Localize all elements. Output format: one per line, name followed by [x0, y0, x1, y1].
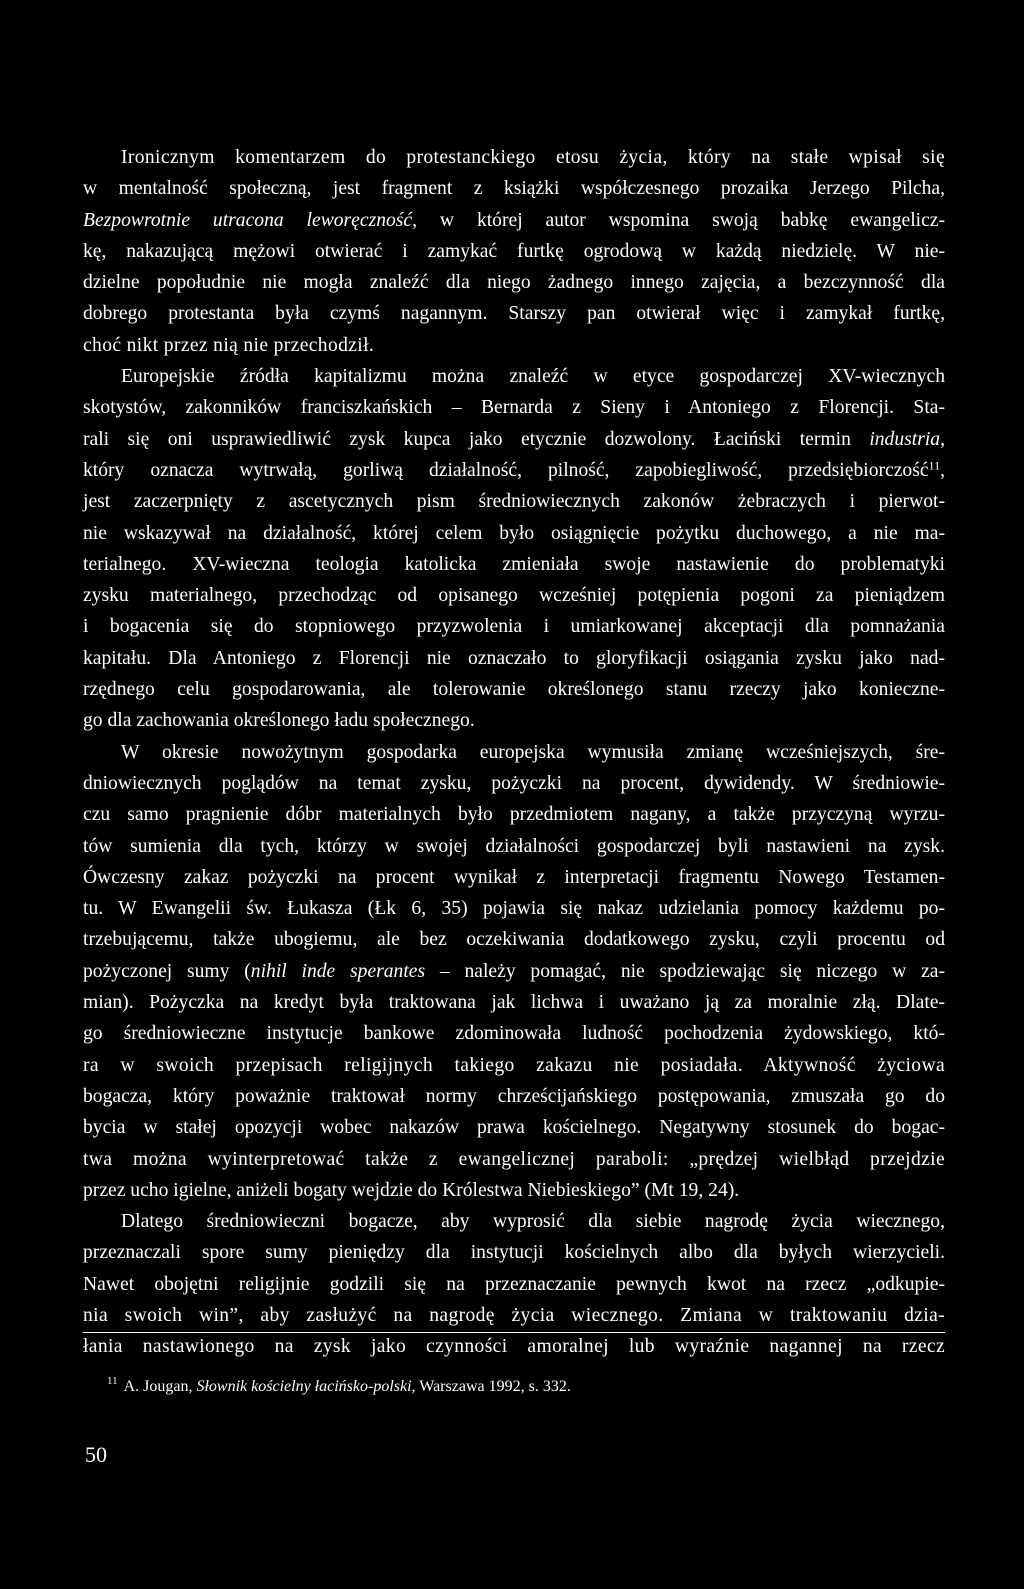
text-line — [83, 1112, 945, 1143]
text-span: go dla zachowania określonego ładu społecznego. — [83, 710, 475, 732]
text-line — [83, 987, 945, 1018]
text-line — [83, 518, 945, 549]
text-line — [83, 674, 945, 705]
text-line — [83, 643, 945, 674]
text-line — [83, 549, 945, 580]
book-title: Bezpowrotnie utracona leworęczność — [83, 209, 413, 231]
text-span: , — [940, 459, 945, 481]
text-span: przez ucho igielne, aniżeli bogaty wejdzie do Królestwa Niebieskiego” (Mt 19, 24). — [83, 1179, 740, 1201]
text-line — [83, 705, 945, 736]
text-span: skotystów, zakonników franciszkańskich – Bernarda z Sieny i Antoniego z Florencji. Sta- — [83, 397, 945, 419]
text-span: Ówczesny zakaz pożyczki na procent wynikał z interpretacji fragmentu Nowego Testamen- — [83, 866, 945, 888]
text-span: rzędnego celu gospodarowania, ale tolerowanie określonego stanu rzeczy jako konieczne- — [83, 679, 945, 701]
text-line — [83, 298, 945, 329]
text-span: tów sumienia dla tych, którzy w swojej działalności gospodarczej byli nastawieni na zysk. — [83, 835, 945, 857]
text-span: Ironicznym komentarzem do protestanckiego etosu życia, który na stałe wpisał się — [121, 147, 945, 168]
text-line — [83, 924, 945, 955]
text-line — [83, 1081, 945, 1112]
text-span: w mentalność społeczną, jest fragment z książki współczesnego prozaika Jerzego Pilcha, — [83, 178, 945, 200]
text-line — [83, 267, 945, 298]
text-line — [83, 1050, 945, 1081]
text-line — [83, 1206, 945, 1237]
text-line — [83, 956, 945, 987]
text-span: jest zaczerpnięty z ascetycznych pism średniowiecznych zakonów żebraczych i pierwot- — [83, 491, 945, 513]
text-span: twa można wyinterpretować także z ewangelicznej paraboli: „prędzej wielbłąd przejdzie — [83, 1148, 945, 1170]
text-span: nie wskazywał na działalność, której celem było osiągnięcie pożytku duchowego, a nie ma- — [83, 522, 945, 544]
text-span: trzebującemu, także ubogiemu, ale bez oczekiwania dodatkowego zysku, czyli procentu od — [83, 929, 945, 951]
text-span: Dlatego średniowieczni bogacze, aby wyprosić dla siebie nagrodę życia wiecznego, — [121, 1211, 945, 1233]
text-line — [83, 1237, 945, 1268]
footnote-number: 11 — [107, 1375, 118, 1388]
text-span: mian). Pożyczka na kredyt była traktowana jak lichwa i uważano ją za moralnie złą. Dlate- — [83, 992, 945, 1014]
text-span: który oznacza wytrwałą, gorliwą działalność, pilność, zapobiegliwość, przedsiębiorczość — [83, 459, 929, 481]
text-line — [83, 893, 945, 924]
text-line — [83, 831, 945, 862]
text-span: rali się oni usprawiedliwić zysk kupca jako etycznie dozwolony. Łaciński termin — [83, 428, 870, 450]
text-span: , w której autor wspomina swoją babkę ewangelicz- — [412, 209, 946, 231]
text-span: przeznaczali spore sumy pieniędzy dla instytucji kościelnych albo dla byłych wierzycieli. — [83, 1242, 945, 1264]
latin-phrase: nihil inde sperantes — [250, 960, 426, 982]
text-span: i bogacenia się do stopniowego przyzwolenia i umiarkowanej akceptacji dla pomnażania — [83, 616, 945, 638]
text-span: kę, nakazującą mężowi otwierać i zamykać furtkę ogrodową w każdą niedzielę. W nie- — [83, 240, 945, 262]
text-line — [83, 424, 945, 455]
text-span: bogacza, który poważnie traktował normy chrześcijańskiego postępowania, zmuszała go do — [83, 1085, 945, 1107]
text-span: nia swoich win”, aby zasłużyć na nagrodę życia wiecznego. Zmiana w traktowaniu dzia- — [83, 1304, 945, 1326]
text-line — [83, 580, 945, 611]
main-text — [83, 142, 945, 1363]
text-span: choć nikt przez nią nie przechodził. — [83, 334, 375, 356]
page-number: 50 — [85, 1442, 107, 1467]
text-span: czu samo pragnienie dóbr materialnych było przedmiotem nagany, a także przyczyną wyrzu- — [83, 804, 945, 826]
text-span: Europejskie źródła kapitalizmu można znaleźć w etyce gospodarczej XV-wiecznych — [121, 366, 945, 388]
text-span: go średniowieczne instytucje bankowe zdominowała ludność pochodzenia żydowskiego, któ- — [83, 1023, 945, 1045]
text-line — [83, 1175, 945, 1206]
text-span: terialnego. XV-wieczna teologia katolicka zmieniała swoje nastawienie do problematyki — [83, 553, 945, 575]
footnote-separator — [83, 1332, 945, 1333]
text-span: pożyczonej sumy ( — [83, 960, 251, 982]
text-span: , — [940, 428, 945, 450]
text-line — [83, 1144, 945, 1175]
text-span: tu. W Ewangelii św. Łukasza (Łk 6, 35) pojawia się nakaz udzielania pomocy każdemu po- — [83, 898, 945, 920]
footnote — [107, 1377, 571, 1397]
text-line — [83, 142, 945, 173]
text-line — [83, 1269, 945, 1300]
text-span: ra w swoich przepisach religijnych takiego zakazu nie posiadała. Aktywność życiowa — [83, 1054, 945, 1076]
text-line — [83, 392, 945, 423]
text-line — [83, 1331, 945, 1362]
latin-term: industria — [869, 428, 941, 450]
text-span: – należy pomagać, nie spodziewając się niczego w za- — [425, 960, 945, 982]
text-span: W okresie nowożytnym gospodarka europejska wymusiła zmianę wcześniejszych, śre- — [121, 741, 945, 763]
text-span: dniowiecznych poglądów na temat zysku, pożyczki na procent, dywidendy. W średniowie- — [83, 772, 945, 794]
text-line — [83, 205, 945, 236]
text-span: dzielne popołudnie nie mogła znaleźć dla niego żadnego innego zajęcia, a bezczynność dla — [83, 272, 945, 294]
footnote-marker: 11 — [928, 458, 941, 473]
text-line — [83, 330, 945, 361]
text-line — [83, 236, 945, 267]
text-line — [83, 862, 945, 893]
text-span: dobrego protestanta była czymś nagannym. Starszy pan otwierał więc i zamykał furtkę, — [83, 303, 945, 325]
text-line — [83, 768, 945, 799]
footnote-title: Słownik kościelny łacińsko-polski — [196, 1378, 412, 1395]
text-span: zysku materialnego, przechodząc od opisanego wcześniej potępienia pogoni za pieniądzem — [83, 585, 945, 607]
text-line — [83, 737, 945, 768]
text-span: Nawet obojętni religijnie godzili się na przeznaczanie pewnych kwot na rzecz „odkupie- — [83, 1273, 945, 1295]
footnote-details: , Warszawa 1992, s. 332. — [411, 1378, 571, 1395]
text-line — [83, 486, 945, 517]
text-line — [83, 799, 945, 830]
text-line — [83, 173, 945, 204]
text-line — [83, 1018, 945, 1049]
text-line — [83, 611, 945, 642]
text-span: kapitału. Dla Antoniego z Florencji nie oznaczało to gloryfikacji osiągania zysku jako nad- — [83, 647, 945, 669]
text-span: łania nastawionego na zysk jako czynności amoralnej lub wyraźnie nagannej na rzecz — [83, 1336, 945, 1358]
text-line — [83, 455, 945, 486]
text-span: bycia w stałej opozycji wobec nakazów prawa kościelnego. Negatywny stosunek do bogac- — [83, 1117, 945, 1139]
text-line — [83, 361, 945, 392]
footnote-author: A. Jougan, — [123, 1378, 197, 1395]
text-line — [83, 1300, 945, 1331]
